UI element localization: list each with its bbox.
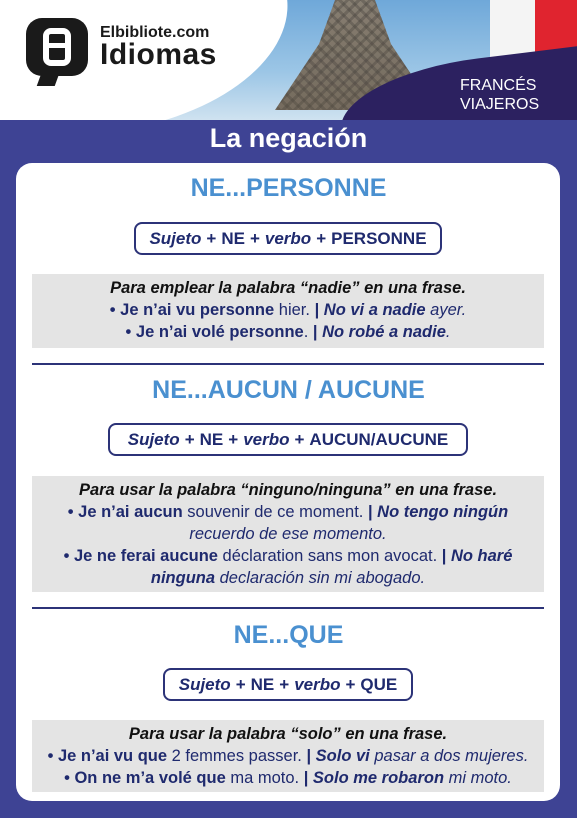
example-line: • On ne m’a volé que ma moto. | Solo me robaron mi moto. — [64, 769, 512, 787]
example-line: • Je n’ai vu personne hier. | No vi a nadie ayer. — [109, 301, 467, 319]
formula-plus: + — [316, 228, 327, 248]
formula-plus: + — [206, 228, 217, 248]
brand-name: Idiomas — [100, 38, 217, 71]
example-intro: Para emplear la palabra “nadie” en una frase. — [110, 279, 466, 297]
formula-ne: NE — [199, 429, 224, 449]
formula-subject: Sujeto — [127, 429, 180, 449]
formula-word: PERSONNE — [331, 228, 427, 248]
brand-site: Elbibliote.com — [100, 24, 210, 41]
formula-plus: + — [184, 429, 195, 449]
example-intro: Para usar la palabra “solo” en una frase. — [128, 725, 448, 743]
example-line: • Je n’ai volé personne. | No robé a nadie. — [125, 323, 451, 341]
formula-box — [163, 668, 413, 701]
section-title: NE...PERSONNE — [190, 174, 387, 202]
language-tag: FRANCÉS — [460, 77, 537, 94]
formula-word: AUCUN/AUCUNE — [309, 429, 449, 449]
formula-box — [108, 423, 468, 456]
example-box — [32, 476, 544, 592]
section-divider — [32, 363, 544, 365]
header-banner — [0, 0, 577, 120]
example-line: • Je ne ferai aucune déclaration sans mon avocat. | No haré — [63, 547, 513, 565]
formula-ne: NE — [221, 228, 245, 248]
example-box — [32, 720, 544, 792]
formula-plus: + — [249, 228, 260, 248]
formula-verb: verbo — [243, 429, 290, 449]
page-title: La negación — [209, 123, 368, 153]
example-line: ninguna declaración sin mi abogado. — [150, 569, 426, 587]
formula-plus: + — [294, 429, 305, 449]
example-intro: Para usar la palabra “ninguno/ninguna” en una frase. — [78, 481, 498, 499]
formula-subject: Sujeto — [149, 228, 202, 248]
example-box — [32, 274, 544, 348]
example-line: • Je n’ai aucun souvenir de ce moment. | No tengo ningún — [67, 503, 509, 521]
formula-plus: + — [228, 429, 239, 449]
section-divider — [32, 607, 544, 609]
level-tag: VIAJEROS — [460, 96, 540, 113]
formula-verb: verbo — [294, 674, 341, 694]
example-line: • Je n’ai vu que 2 femmes passer. | Solo vi pasar a dos mujeres. — [47, 747, 529, 765]
logo-icon — [26, 18, 88, 76]
section-title: NE...AUCUN / AUCUNE — [152, 376, 425, 404]
example-line: recuerdo de ese momento. — [189, 525, 387, 543]
formula-plus: + — [279, 674, 290, 694]
formula-plus: + — [345, 674, 356, 694]
formula-box — [134, 222, 442, 255]
section-title: NE...QUE — [233, 621, 344, 649]
formula-plus: + — [235, 674, 246, 694]
formula-subject: Sujeto — [178, 674, 231, 694]
formula-verb: verbo — [264, 228, 312, 248]
formula-ne: NE — [250, 674, 275, 694]
logo-glyph-icon — [43, 28, 71, 66]
formula-word: QUE — [360, 674, 398, 694]
